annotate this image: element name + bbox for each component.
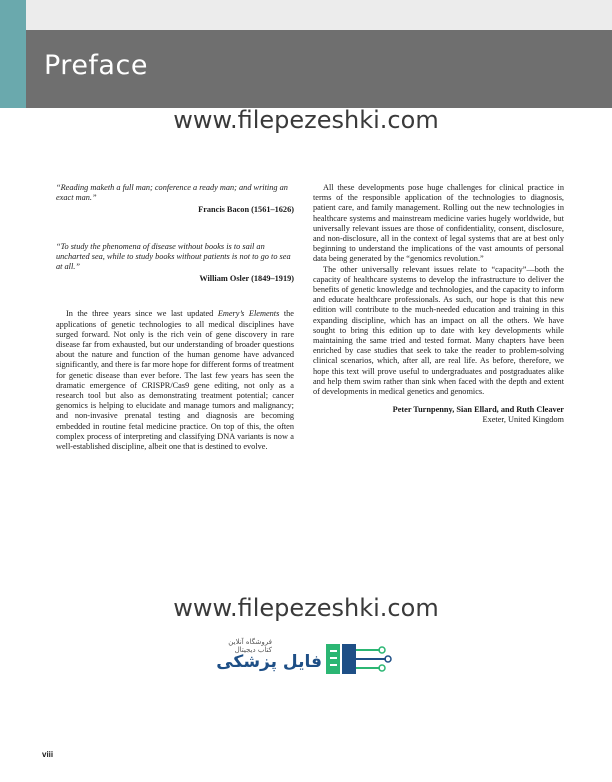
book-circuit-icon (324, 640, 394, 678)
site-logo (212, 636, 394, 682)
body-paragraph-3: The other universally relevant issues relate to “capacity”—both the capacity of healthcare systems to develop the infrastructure to deliver the benefits of genetic knowledge and technologies, and the capacity to inform and educate healthcare professionals. As such, our hope is that this new edition will contribute to the much-needed education and training in this expanding discipline, which has an impact on all the others. We have sought to bring this edition up to date with key developments while maintaining the same tried and tested format. Many chapters have been enriched by case studies that seek to take the reader to problem-solving clinical scenarios, which, after all, are real life. As before, therefore, we hope this text will prove useful to undergraduates and postgraduates alike and help them swim rather than sink when faced with the depth and extent of developments in medical genetics and genomics. (313, 264, 564, 397)
top-strip (0, 0, 612, 30)
epigraph-author-2: William Osler (1849–1919) (199, 274, 294, 284)
logo-tagline: فروشگاه آنلاین کتاب دیجیتال (228, 638, 272, 654)
watermark-top: www.filepezeshki.com (173, 106, 439, 134)
paragraph-text-end: the applications of genetic technologies to all medical disciplines have surged forward. Not only is the rich vein of gene discovery in rare disease far from exhausted, but our understanding of broader questions about the nature and function of the human genome have advanced significantly, and there is far more hope for different forms of treatment for genetic disease than ever before. The last few years has seen the dramatic emergence of CRISPR/Cas9 gene editing, not only as a research tool but also as demonstrating treatment potential; cancer genomics is helping to elucidate and manage tumors and malignancy; and non-invasive prenatal testing and diagnosis are becoming embedded in routine fetal medicine practice. On top of this, the often complex process of interpreting and classifying DNA variants is now a well-established discipline, albeit one that is destined to evolve. (56, 309, 294, 452)
left-column (56, 183, 294, 452)
body-paragraph-2: All these developments pose huge challenges for clinical practice in terms of the responsible application of the technologies to diagnosis, patient care, and family management. Rolling out the new technologies in healthcare systems and mainstream medicine varies hugely worldwide, but universally relevant issues are those of confidentiality, consent, disclosure, and non-disclosure, all in the context of legal systems that are at best only beginning to understand the implications of the vast amounts of personal data being generated by the “genomics revolution.” (313, 183, 564, 264)
page-number: viii (42, 750, 54, 759)
title-bar (26, 30, 612, 108)
epigraph-quote-2: “To study the phenomena of disease without books is to sail an uncharted sea, while to study books without patients is not to go to sea at all.” (56, 241, 291, 272)
author-signatures: Peter Turnpenny, Sian Ellard, and Ruth Cleaver (392, 405, 564, 415)
paragraph-text-start: In the three years since we last updated (66, 309, 218, 319)
right-column (313, 183, 564, 426)
epigraph-author-1: Francis Bacon (1561–1626) (198, 205, 294, 215)
book-title-italic: Emery’s Elements (217, 309, 280, 319)
logo-name: فایل پزشکی (216, 652, 322, 672)
body-paragraph-1 (56, 309, 294, 452)
author-location: Exeter, United Kingdom (482, 415, 564, 425)
chapter-accent-tab (0, 0, 26, 108)
page-title: Preface (44, 50, 148, 81)
epigraph-quote-1: “Reading maketh a full man; conference a ready man; and writing an exact man.” (56, 183, 288, 203)
watermark-bottom: www.filepezeshki.com (173, 594, 439, 622)
